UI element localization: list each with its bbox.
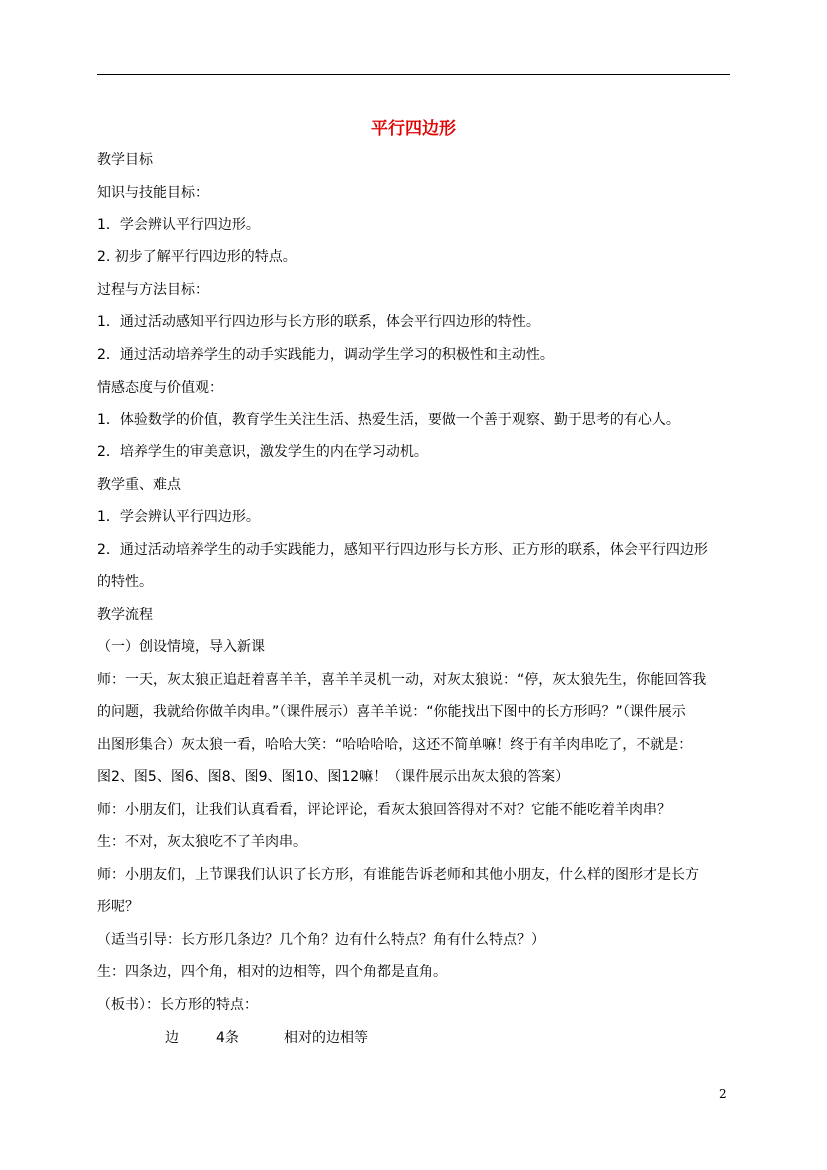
body-line: 出图形集合）灰太狼一看，哈哈大笑：“哈哈哈哈，这还不简单嘛！终于有羊肉串吃了，不就是： (97, 737, 693, 753)
page-number: 2 (719, 1087, 727, 1101)
subheading-attitude-values: 情感态度与价值观： (97, 380, 223, 396)
board-notes-cell: 边 (165, 1030, 179, 1046)
body-line: （适当引导：长方形几条边？几个角？边有什么特点？角有什么特点？） (97, 932, 545, 948)
body-line: 2．培养学生的审美意识，激发学生的内在学习动机。 (97, 444, 428, 460)
body-line: 师：小朋友们，上节课我们认识了长方形，有谁能告诉老师和其他小朋友，什么样的图形才是长方 (97, 867, 699, 883)
body-line: 1．体验数学的价值，教育学生关注生活、热爱生活，要做一个善于观察、勤于思考的有心人。 (97, 412, 680, 428)
subheading-process-goals: 过程与方法目标： (97, 282, 209, 298)
body-line: 2. 初步了解平行四边形的特点。 (97, 249, 297, 265)
body-line: 1．学会辨认平行四边形。 (97, 217, 260, 233)
section-heading-teaching-flow: 教学流程 (97, 607, 153, 623)
body-line: 图2、图5、图6、图8、图9、图10、图12嘛！（课件展示出灰太狼的答案） (97, 769, 570, 785)
body-line: 师：小朋友们，让我们认真看看，评论评论，看灰太狼回答得对不对？它能不能吃着羊肉串？ (97, 802, 671, 818)
body-line: 的特性。 (97, 574, 153, 590)
body-line: 生：不对，灰太狼吃不了羊肉串。 (97, 834, 307, 850)
section-heading-key-points: 教学重、难点 (97, 477, 181, 493)
subheading-knowledge-goals: 知识与技能目标： (97, 185, 209, 201)
body-line: 生：四条边，四个角，相对的边相等，四个角都是直角。 (97, 964, 447, 980)
body-line: 师：一天，灰太狼正追赶着喜羊羊，喜羊羊灵机一动，对灰太狼说：“停，灰太狼先生，你能回答我 (97, 672, 707, 688)
body-line: 2．通过活动培养学生的动手实践能力，感知平行四边形与长方形、正方形的联系，体会平行四边形 (97, 542, 708, 558)
board-notes-cell: 4条 (216, 1030, 239, 1046)
body-line: 形呢？ (97, 899, 139, 915)
body-line: 1．学会辨认平行四边形。 (97, 509, 260, 525)
body-line: 的问题，我就给你做羊肉串。”（课件展示）喜羊羊说：“你能找出下图中的长方形吗？”（课件展示 (97, 704, 686, 720)
subheading-step-one: （一）创设情境，导入新课 (97, 639, 265, 655)
section-heading-teaching-goals: 教学目标 (97, 152, 153, 168)
header-rule (97, 74, 730, 75)
board-notes-cell: 相对的边相等 (284, 1030, 368, 1046)
body-line: 1．通过活动感知平行四边形与长方形的联系，体会平行四边形的特性。 (97, 314, 540, 330)
page-title: 平行四边形 (371, 119, 456, 139)
body-line: （板书）：长方形的特点： (97, 997, 258, 1013)
body-line: 2．通过活动培养学生的动手实践能力，调动学生学习的积极性和主动性。 (97, 347, 554, 363)
